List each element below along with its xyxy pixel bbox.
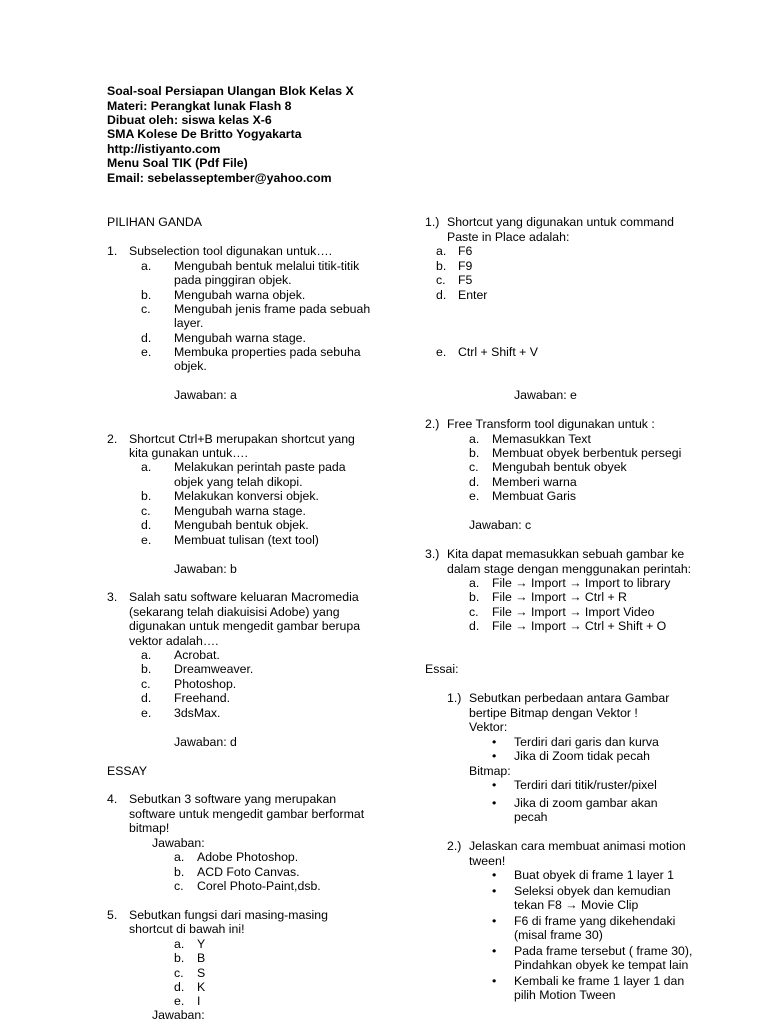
option-letter: e.: [141, 345, 152, 359]
question-text: dalam stage dengan menggunakan perintah:: [447, 562, 692, 576]
header-school: SMA Kolese De Britto Yogyakarta: [107, 127, 302, 141]
option-letter: b.: [141, 662, 152, 676]
option-letter: e.: [141, 706, 152, 720]
bullet-item-cont: pilih Motion Tween: [514, 988, 616, 1002]
option-letter: c.: [469, 460, 479, 474]
answer: Jawaban: b: [174, 562, 237, 576]
bullet-item: • Buat obyek di frame 1 layer 1: [514, 868, 674, 883]
bullet-item: • Jika di zoom gambar akan: [514, 796, 658, 811]
option-letter: a.: [141, 259, 152, 273]
bullet-item: • Jika di Zoom tidak pecah: [514, 749, 650, 764]
option-text: Ctrl + Shift + V: [458, 345, 538, 359]
option-letter: e.: [174, 994, 185, 1008]
option-text: ACD Foto Canvas.: [197, 865, 300, 879]
question-text: shortcut di bawah ini!: [129, 922, 245, 936]
question-number: 4.: [107, 792, 118, 806]
question-text: digunakan untuk mengedit gambar berupa: [129, 619, 361, 633]
option-text: I: [197, 994, 201, 1008]
question-number: 1.: [107, 244, 118, 258]
option-letter: d.: [141, 691, 152, 705]
option-text: objek yang telah dikopi.: [174, 475, 303, 489]
option-text: File → Import → Import Video: [492, 605, 655, 619]
option-letter: c.: [174, 879, 184, 893]
bitmap-label: Bitmap:: [469, 764, 511, 778]
question-text: Kita dapat memasukkan sebuah gambar ke: [447, 547, 685, 561]
bullet-item: • Seleksi obyek dan kemudian: [514, 884, 671, 899]
question-text: kita gunakan untuk….: [129, 446, 248, 460]
option-letter: a.: [469, 432, 480, 446]
question-text: Paste in Place adalah:: [447, 230, 570, 244]
option-letter: d.: [469, 619, 480, 633]
option-text: Mengubah bentuk obyek: [492, 460, 627, 474]
option-text: Corel Photo-Paint,dsb.: [197, 879, 321, 893]
question-number: 1.): [425, 215, 440, 229]
header-materi: Materi: Perangkat lunak Flash 8: [107, 99, 292, 113]
bullet-item: • Kembali ke frame 1 layer 1 dan: [514, 974, 684, 989]
vektor-label: Vektor:: [469, 720, 508, 734]
option-text: Membuat obyek berbentuk persegi: [492, 446, 682, 460]
bullet-item: • Pada frame tersebut ( frame 30),: [514, 944, 692, 959]
option-text: F9: [458, 259, 473, 273]
question-text: bertipe Bitmap dengan Vektor !: [469, 706, 638, 720]
option-text: Melakukan konversi objek.: [174, 489, 319, 503]
option-letter: b.: [141, 288, 152, 302]
bullet-item-cont: Pindahkan obyek ke tempat lain: [514, 958, 689, 972]
question-number: 3.: [107, 590, 118, 604]
option-text: Mengubah bentuk objek.: [174, 518, 309, 532]
section-pilihan-ganda: PILIHAN GANDA: [107, 215, 202, 229]
option-text: K: [197, 980, 206, 994]
option-letter: b.: [174, 865, 185, 879]
option-text: Membuat tulisan (text tool): [174, 533, 319, 547]
section-essai: Essai:: [425, 662, 459, 676]
option-letter: e.: [436, 345, 447, 359]
answer: Jawaban: c: [469, 518, 532, 532]
option-letter: c.: [436, 273, 446, 287]
question-number: 1.): [447, 691, 462, 705]
header-author: Dibuat oleh: siswa kelas X-6: [107, 113, 272, 127]
option-text: File → Import → Ctrl + Shift + O: [492, 619, 667, 633]
option-text: Dreamweaver.: [174, 662, 254, 676]
question-text: Jelaskan cara membuat animasi motion: [469, 839, 686, 853]
question-text: Free Transform tool digunakan untuk :: [447, 417, 655, 431]
option-text: File → Import → Ctrl + R: [492, 590, 627, 604]
option-text: B: [197, 951, 206, 965]
option-letter: a.: [174, 937, 185, 951]
option-letter: d.: [436, 288, 447, 302]
option-text: Mengubah jenis frame pada sebuah: [174, 302, 371, 316]
bullet-item: • Terdiri dari garis dan kurva: [514, 735, 659, 750]
question-text: Sebutkan fungsi dari masing-masing: [129, 908, 328, 922]
option-letter: c.: [174, 966, 184, 980]
option-letter: c.: [141, 677, 151, 691]
question-number: 2.: [107, 432, 118, 446]
question-text: Salah satu software keluaran Macromedia: [129, 590, 359, 604]
header-email: Email: sebelasseptember@yahoo.com: [107, 171, 332, 185]
question-text: Subselection tool digunakan untuk….: [129, 244, 333, 258]
option-text: Memasukkan Text: [492, 432, 591, 446]
option-letter: a.: [174, 850, 185, 864]
option-text: F6: [458, 244, 473, 258]
option-letter: e.: [469, 489, 480, 503]
question-number: 3.): [425, 547, 440, 561]
answer: Jawaban: a: [174, 388, 237, 402]
header-menu: Menu Soal TIK (Pdf File): [107, 156, 248, 170]
header-url: http://istiyanto.com: [107, 142, 221, 156]
answer-label: Jawaban:: [152, 1008, 205, 1022]
option-letter: b.: [174, 951, 185, 965]
question-number: 2.): [425, 417, 440, 431]
option-letter: a.: [436, 244, 447, 258]
option-letter: d.: [141, 518, 152, 532]
option-text: File → Import → Import to library: [492, 576, 671, 590]
option-letter: a.: [141, 460, 152, 474]
option-text: 3dsMax.: [174, 706, 221, 720]
option-text: Acrobat.: [174, 648, 220, 662]
option-text: Mengubah warna stage.: [174, 504, 306, 518]
option-text: F5: [458, 273, 473, 287]
option-text: Mengubah bentuk melalui titik-titik: [174, 259, 360, 273]
option-text: pada pinggiran objek.: [174, 273, 292, 287]
option-text: Memberi warna: [492, 475, 577, 489]
option-text: Freehand.: [174, 691, 231, 705]
option-text: Mengubah warna stage.: [174, 331, 306, 345]
question-text: software untuk mengedit gambar berformat: [129, 807, 365, 821]
bullet-item: • F6 di frame yang dikehendaki: [514, 914, 675, 929]
option-text: Melakukan perintah paste pada: [174, 460, 346, 474]
option-text: Mengubah warna objek.: [174, 288, 306, 302]
option-letter: c.: [469, 605, 479, 619]
option-letter: c.: [141, 302, 151, 316]
option-letter: c.: [141, 504, 151, 518]
option-letter: a.: [469, 576, 480, 590]
question-text: tween!: [469, 854, 506, 868]
question-text: Sebutkan 3 software yang merupakan: [129, 792, 337, 806]
answer: Jawaban: d: [174, 735, 237, 749]
option-text: S: [197, 966, 206, 980]
question-number: 5.: [107, 908, 118, 922]
question-number: 2.): [447, 839, 462, 853]
answer-label: Jawaban:: [152, 836, 205, 850]
answer: Jawaban: e: [514, 388, 577, 402]
question-text: Shortcut yang digunakan untuk command: [447, 215, 674, 229]
option-letter: b.: [436, 259, 447, 273]
question-text: vektor adalah….: [129, 634, 219, 648]
question-text: (sekarang telah diakuisisi Adobe) yang: [129, 605, 340, 619]
option-letter: b.: [469, 590, 480, 604]
option-text: layer.: [174, 316, 204, 330]
bullet-item-cont: tekan F8 → Movie Clip: [514, 898, 639, 912]
question-text: Shortcut Ctrl+B merupakan shortcut yang: [129, 432, 355, 446]
option-letter: b.: [141, 489, 152, 503]
option-letter: e.: [141, 533, 152, 547]
bullet-item-cont: (misal frame 30): [514, 928, 603, 942]
option-text: Enter: [458, 288, 488, 302]
option-letter: b.: [469, 446, 480, 460]
option-text: objek.: [174, 359, 207, 373]
option-letter: d.: [469, 475, 480, 489]
question-text: bitmap!: [129, 821, 170, 835]
question-text: Sebutkan perbedaan antara Gambar: [469, 691, 670, 705]
option-text: Y: [197, 937, 206, 951]
bullet-item: • Terdiri dari titik/ruster/pixel: [514, 778, 657, 793]
option-text: Photoshop.: [174, 677, 237, 691]
bullet-item-cont: pecah: [514, 810, 548, 824]
option-text: Membuka properties pada sebuha: [174, 345, 361, 359]
option-letter: d.: [174, 980, 185, 994]
option-letter: d.: [141, 331, 152, 345]
option-text: Membuat Garis: [492, 489, 577, 503]
option-letter: a.: [141, 648, 152, 662]
section-essay: ESSAY: [107, 764, 148, 778]
option-text: Adobe Photoshop.: [197, 850, 299, 864]
header-title: Soal-soal Persiapan Ulangan Blok Kelas X: [107, 84, 354, 98]
